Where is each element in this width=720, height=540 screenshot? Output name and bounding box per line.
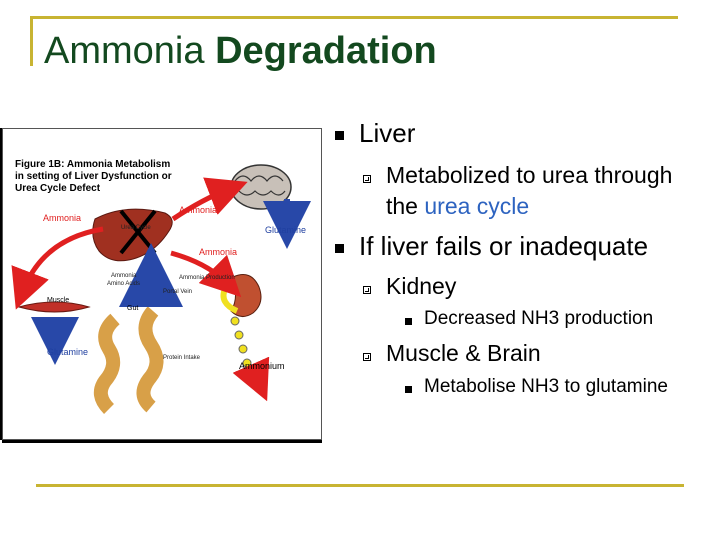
title-bold: Degradation	[215, 30, 437, 72]
bullet-kidney: Kidney	[386, 273, 457, 299]
bullet-marker	[335, 131, 344, 140]
liver-icon	[93, 209, 172, 261]
bullet-liver: Liver	[359, 118, 416, 148]
frame-bottom-rule	[36, 484, 684, 487]
label-portal-vein: Portal Vein	[163, 289, 193, 295]
sub-bullet-marker	[363, 175, 371, 183]
bullet-muscle-brain: Muscle & Brain	[386, 340, 541, 366]
title-normal: Ammonia	[44, 30, 205, 72]
label-glutamine-right: Glutamine	[265, 225, 307, 235]
figure-caption-line1: Figure 1B: Ammonia Metabolism	[15, 159, 171, 170]
bullet-kidney-item1: Decreased NH3 production	[424, 308, 654, 329]
gut-icon	[101, 311, 157, 409]
brain-icon	[231, 165, 291, 209]
bullet-liver-sub1-line2-prefix: the	[386, 193, 425, 219]
frame-top-rule	[30, 16, 678, 19]
label-muscle: Muscle	[47, 297, 70, 304]
urea-cycle-link[interactable]: urea cycle	[424, 193, 530, 219]
bullet-marker	[335, 244, 344, 253]
label-protein-intake: Protein Intake	[163, 355, 201, 361]
arrow-liver-to-muscle	[23, 229, 103, 291]
label-ammonium: Ammonium	[239, 361, 285, 371]
label-glutamine-left: Glutamine	[47, 347, 89, 357]
label-amino-acids: Amino Acids	[107, 281, 141, 287]
bullet-muscle-brain-item1: Metabolise NH3 to glutamine	[424, 376, 668, 397]
small-bullet-marker	[405, 318, 412, 325]
figure-caption-line3: Urea Cycle Defect	[15, 183, 101, 194]
label-ammonia-top: Ammonia	[179, 205, 218, 215]
sub-bullet-marker	[363, 353, 371, 361]
sub-bullet-marker	[363, 286, 371, 294]
label-ammonia-left: Ammonia	[43, 213, 82, 223]
slide-title	[44, 30, 437, 73]
figure-caption-line2: in setting of Liver Dysfunction or	[15, 171, 172, 182]
label-gut: Gut	[127, 305, 139, 312]
figure-caption	[15, 159, 172, 195]
bullet-liver-sub1-line1: Metabolized to urea through	[386, 162, 673, 188]
bullet-liver-sub1	[386, 160, 672, 222]
label-ammonia-small: Ammonia	[111, 273, 137, 279]
label-ammonia-production: Ammonia Production	[179, 275, 235, 281]
bullet-liver-fails: If liver fails or inadequate	[359, 231, 649, 261]
label-ammonia-mid: Ammonia	[199, 247, 238, 257]
ammonium-dots	[231, 317, 251, 367]
small-bullet-marker	[405, 386, 412, 393]
label-urea-cycle: Urea Cycle	[121, 225, 151, 231]
frame-left-rule	[30, 16, 33, 66]
ammonia-metabolism-figure	[2, 128, 322, 440]
